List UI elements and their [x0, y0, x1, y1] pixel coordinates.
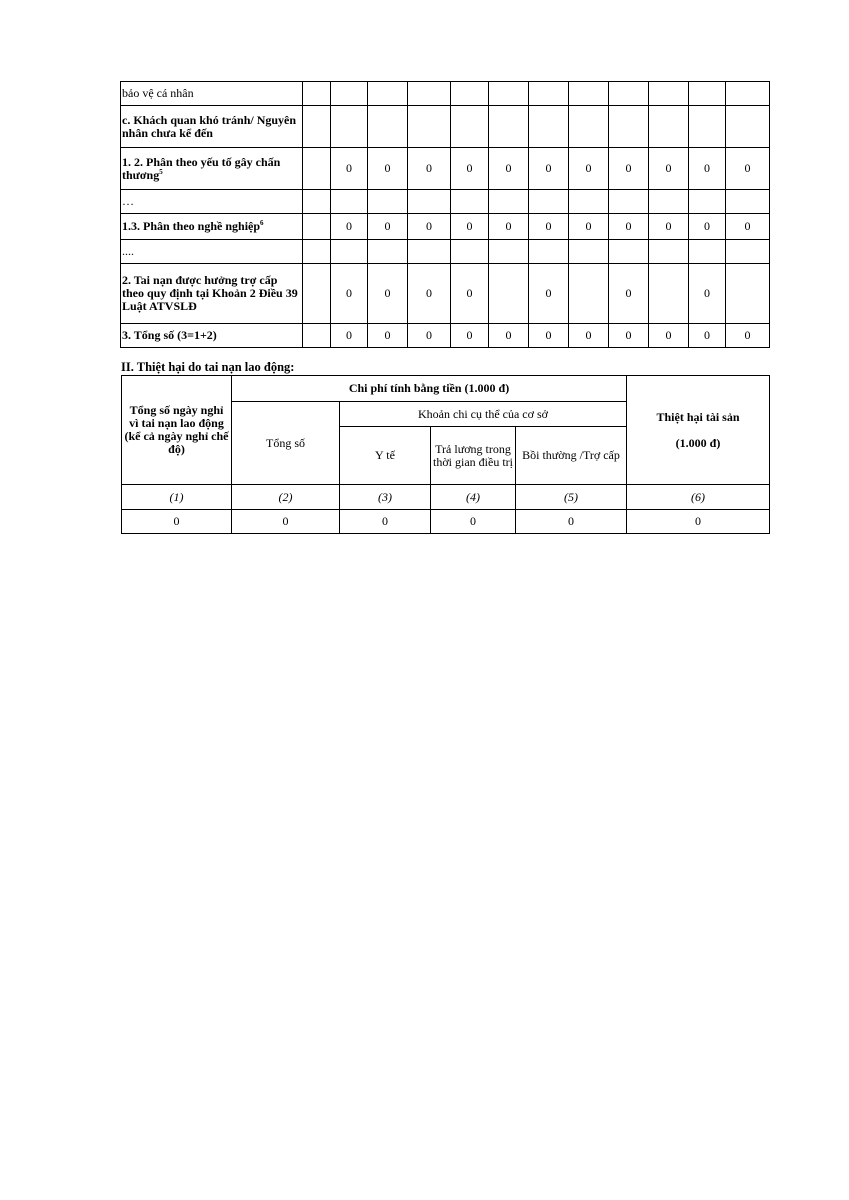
- value-cell: 0: [569, 214, 609, 240]
- row-label-cell: [121, 148, 303, 190]
- value-cell: [303, 106, 331, 148]
- value-cell: [726, 190, 770, 214]
- row-label: 3. Tổng số (3=1+2): [122, 328, 217, 342]
- value-cell: 0: [368, 264, 408, 324]
- value-cell: 0: [408, 148, 451, 190]
- value-cell: [303, 148, 331, 190]
- column-number: (4): [431, 485, 516, 510]
- value-cell: 0: [649, 148, 689, 190]
- header-property-damage: [627, 376, 770, 485]
- value-cell: 0: [726, 148, 770, 190]
- value-cell: [609, 190, 649, 214]
- value-cell: 0: [232, 510, 340, 534]
- value-cell: [649, 240, 689, 264]
- column-number: (3): [340, 485, 431, 510]
- value-cell: [609, 240, 649, 264]
- value-cell: 0: [451, 148, 489, 190]
- value-cell: [569, 240, 609, 264]
- value-cell: 0: [331, 264, 368, 324]
- value-cell: [331, 240, 368, 264]
- value-cell: [689, 82, 726, 106]
- value-cell: 0: [569, 148, 609, 190]
- footnote-marker: 5: [159, 167, 163, 176]
- column-number: (2): [232, 485, 340, 510]
- value-cell: 0: [331, 214, 368, 240]
- section-2-title: II. Thiệt hại do tai nạn lao động:: [121, 360, 295, 374]
- value-cell: [689, 106, 726, 148]
- value-cell: [451, 190, 489, 214]
- value-cell: 0: [122, 510, 232, 534]
- value-cell: [649, 106, 689, 148]
- value-cell: 0: [489, 214, 529, 240]
- damage-table: [121, 375, 770, 534]
- value-cell: [569, 106, 609, 148]
- value-cell: 0: [408, 214, 451, 240]
- value-cell: [649, 190, 689, 214]
- value-cell: [609, 106, 649, 148]
- header-days-off: Tổng số ngày nghỉ vì tai nạn lao động (kể cả ngày nghỉ chế độ): [122, 376, 232, 485]
- header-salary: Trả lương trong thời gian điều trị: [431, 427, 516, 485]
- value-cell: 0: [689, 214, 726, 240]
- value-cell: [649, 82, 689, 106]
- value-cell: [569, 264, 609, 324]
- value-cell: [529, 106, 569, 148]
- value-cell: [331, 106, 368, 148]
- row-label: 1.3. Phân theo nghề nghiệp: [122, 219, 261, 233]
- value-cell: 0: [431, 510, 516, 534]
- value-cell: 0: [451, 324, 489, 348]
- value-cell: 0: [516, 510, 627, 534]
- value-cell: [609, 82, 649, 106]
- value-cell: 0: [726, 214, 770, 240]
- table-row: [121, 324, 770, 348]
- header-property-line1: Thiệt hại tài sản: [656, 409, 740, 424]
- table-row: [121, 82, 770, 106]
- value-cell: 0: [726, 324, 770, 348]
- header-property-line2: (1.000 đ): [675, 435, 721, 450]
- header-medical: Y tế: [340, 427, 431, 485]
- value-cell: [726, 264, 770, 324]
- value-cell: [331, 82, 368, 106]
- value-cell: [529, 240, 569, 264]
- value-cell: [489, 240, 529, 264]
- header-total: Tổng số: [232, 402, 340, 485]
- value-cell: 0: [627, 510, 770, 534]
- value-cell: [726, 240, 770, 264]
- value-cell: 0: [489, 324, 529, 348]
- row-label-cell: [121, 324, 303, 348]
- value-cell: 0: [451, 264, 489, 324]
- value-cell: [569, 190, 609, 214]
- value-cell: [529, 82, 569, 106]
- value-cell: 0: [408, 264, 451, 324]
- table-row: [121, 106, 770, 148]
- value-cell: [489, 264, 529, 324]
- table-row: [121, 240, 770, 264]
- value-cell: [303, 324, 331, 348]
- value-cell: [303, 214, 331, 240]
- value-cell: [689, 190, 726, 214]
- value-cell: 0: [408, 324, 451, 348]
- footnote-marker: 6: [260, 219, 264, 227]
- value-cell: 0: [368, 148, 408, 190]
- value-cell: [303, 82, 331, 106]
- value-cell: [689, 240, 726, 264]
- value-cell: [649, 264, 689, 324]
- value-cell: 0: [609, 148, 649, 190]
- header-cost-group: Chi phí tính bằng tiền (1.000 đ): [232, 376, 627, 402]
- value-cell: 0: [529, 324, 569, 348]
- row-label-cell: [121, 264, 303, 324]
- value-cell: [569, 82, 609, 106]
- row-label: bảo vệ cá nhân: [122, 86, 194, 100]
- value-cell: [529, 190, 569, 214]
- value-cell: 0: [489, 148, 529, 190]
- value-cell: [368, 82, 408, 106]
- value-cell: 0: [368, 214, 408, 240]
- column-number: (1): [122, 485, 232, 510]
- table-row: [121, 264, 770, 324]
- value-cell: 0: [529, 264, 569, 324]
- value-cell: [408, 82, 451, 106]
- value-cell: [726, 106, 770, 148]
- row-label-cell: [121, 106, 303, 148]
- value-cell: 0: [609, 214, 649, 240]
- value-cell: 0: [609, 324, 649, 348]
- row-label-cell: [121, 240, 303, 264]
- table-row: [121, 148, 770, 190]
- table-row: [121, 190, 770, 214]
- value-cell: [489, 190, 529, 214]
- value-cell: [408, 190, 451, 214]
- column-number: (5): [516, 485, 627, 510]
- value-cell: 0: [451, 214, 489, 240]
- value-cell: 0: [689, 264, 726, 324]
- value-cell: [303, 240, 331, 264]
- row-label-cell: [121, 82, 303, 106]
- value-cell: 0: [689, 324, 726, 348]
- accident-statistics-table: [120, 81, 770, 348]
- value-cell: 0: [331, 324, 368, 348]
- value-cell: [368, 240, 408, 264]
- row-label: 2. Tai nạn được hưởng trợ cấp theo quy định tại Khoản 2 Điều 39 Luật ATVSLĐ: [122, 273, 298, 313]
- header-detail-group: Khoản chi cụ thể của cơ sở: [340, 402, 627, 427]
- value-cell: [489, 82, 529, 106]
- column-number: (6): [627, 485, 770, 510]
- value-cell: 0: [649, 214, 689, 240]
- table-row: [121, 214, 770, 240]
- value-cell: [451, 106, 489, 148]
- value-cell: [408, 240, 451, 264]
- value-cell: [451, 82, 489, 106]
- value-cell: 0: [569, 324, 609, 348]
- value-cell: 0: [368, 324, 408, 348]
- value-cell: 0: [331, 148, 368, 190]
- value-cell: 0: [689, 148, 726, 190]
- value-cell: [489, 106, 529, 148]
- value-cell: 0: [649, 324, 689, 348]
- row-label-cell: [121, 190, 303, 214]
- value-cell: [451, 240, 489, 264]
- value-cell: 0: [340, 510, 431, 534]
- header-compensation: Bồi thường /Trợ cấp: [516, 427, 627, 485]
- row-label: ....: [122, 244, 134, 258]
- row-label: 1. 2. Phân theo yếu tố gây chấn thương: [122, 154, 281, 182]
- value-cell: [331, 190, 368, 214]
- value-cell: [726, 82, 770, 106]
- value-cell: [408, 106, 451, 148]
- value-cell: [303, 264, 331, 324]
- row-label: c. Khách quan khó tránh/ Nguyên nhân chưa kể đến: [122, 112, 297, 140]
- value-cell: [368, 106, 408, 148]
- value-cell: [303, 190, 331, 214]
- value-cell: 0: [609, 264, 649, 324]
- value-cell: [368, 190, 408, 214]
- row-label: …: [122, 194, 134, 208]
- value-cell: 0: [529, 148, 569, 190]
- value-cell: 0: [529, 214, 569, 240]
- row-label-cell: [121, 214, 303, 240]
